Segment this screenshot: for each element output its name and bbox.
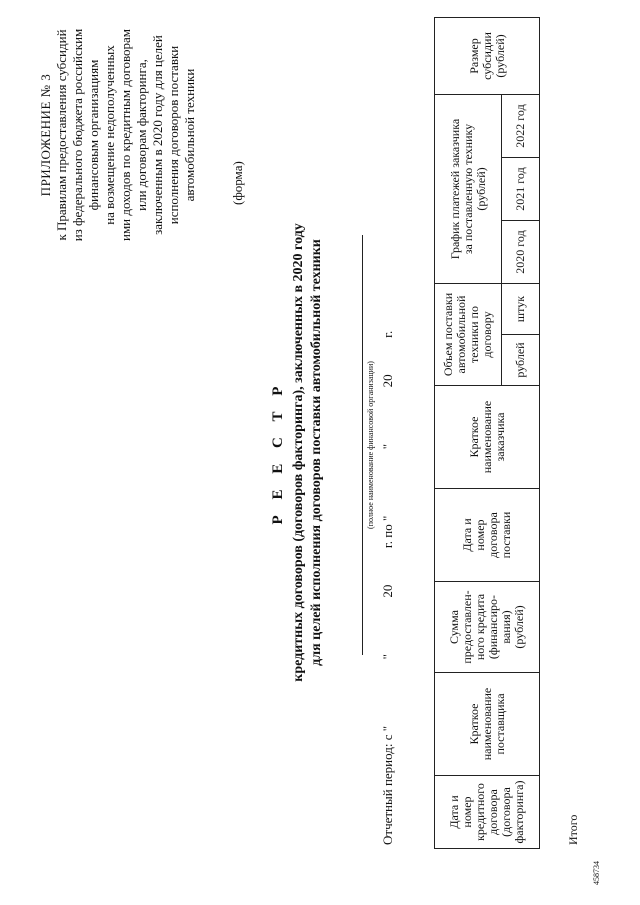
org-name-caption: (полное наименование финансовой организации): [366, 361, 375, 529]
form-label: (форма): [230, 161, 245, 205]
reporting-period: [380, 331, 396, 845]
appendix-line: или договорам факторинга,: [134, 59, 149, 211]
subheader-2020: 2020 год: [502, 221, 540, 284]
period-quote: ": [380, 654, 395, 660]
subheader-2022: 2022 год: [502, 95, 540, 158]
subheader-pieces: штук: [502, 284, 540, 335]
header-supply-volume: Объем поставки автомобильной техники по договору: [435, 284, 502, 386]
header-customer: Краткое наименование заказчика: [435, 386, 540, 489]
period-label: Отчетный период: с ": [380, 725, 395, 845]
appendix-line: финансовым организациям: [86, 59, 101, 211]
period-mid: г. по ": [380, 515, 395, 549]
registry-title: Р Е Е С Т Р: [270, 380, 286, 525]
subheader-rubles: рублей: [502, 335, 540, 386]
appendix-line: заключенным в 2020 году для целей: [150, 35, 165, 235]
subtitle-line-2: для целей исполнения договоров поставки автомобильной техники: [309, 239, 324, 666]
appendix-line: из федерального бюджета российским: [70, 28, 85, 242]
period-year-1: 20: [380, 584, 395, 598]
total-label: Итого: [566, 814, 580, 845]
header-payment-schedule: График платежей заказчика за поставленную технику (рублей): [435, 95, 502, 284]
appendix-line: к Правилам предоставления субсидий: [54, 29, 69, 241]
appendix-line: ими доходов по кредитным договорам: [118, 28, 133, 242]
header-credit-contract: Дата и номер кредитного договора (договора факторинга): [435, 776, 540, 849]
header-supplier: Краткое наименование поставщика: [435, 673, 540, 776]
appendix-block: [38, 5, 198, 265]
header-supply-contract: Дата и номер договора поставки: [435, 489, 540, 582]
org-name-line: [362, 235, 363, 655]
period-quote: ": [380, 443, 395, 450]
table-header-row: [435, 18, 502, 849]
header-subsidy-amount: Размер субсидии (рублей): [435, 18, 540, 95]
appendix-line: исполнения договоров поставки: [166, 45, 181, 225]
subtitle-line-1: кредитных договоров (договоров факторинга), заключенных в 2020 году: [291, 223, 306, 682]
appendix-title: ПРИЛОЖЕНИЕ № 3: [38, 73, 53, 197]
period-year-2: 20: [380, 374, 395, 388]
document-number: 458734: [592, 861, 601, 885]
period-end: г.: [380, 330, 395, 338]
subheader-2021: 2021 год: [502, 158, 540, 221]
registry-table: [434, 17, 540, 849]
appendix-line: на возмещение недополученных: [102, 45, 117, 225]
header-credit-amount: Сумма предоставлен- ного кредита (финансиро- вания) (рублей): [435, 582, 540, 673]
registry-subtitle: [290, 0, 326, 905]
appendix-line: автомобильной техники: [182, 68, 197, 202]
